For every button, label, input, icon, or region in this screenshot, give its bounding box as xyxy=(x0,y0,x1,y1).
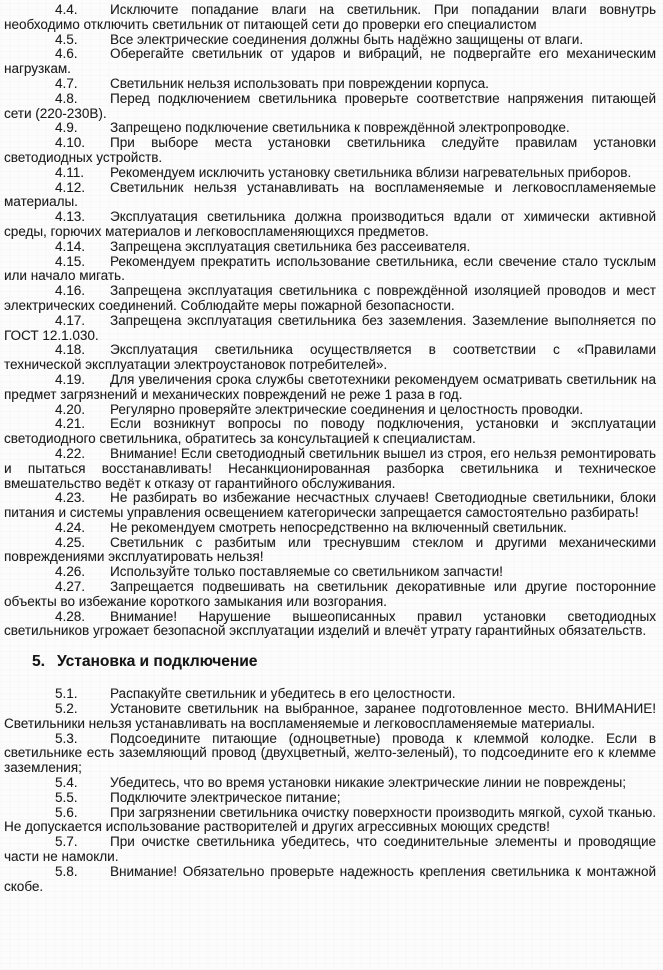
paragraph-item xyxy=(4,610,656,640)
paragraph-text: Светильник нельзя использовать при повреждении корпуса. xyxy=(110,75,489,91)
paragraph-item xyxy=(4,210,656,240)
section-5-installation-items xyxy=(4,687,656,894)
paragraph-text: Распакуйте светильник и убедитесь в его целостности. xyxy=(110,686,456,702)
paragraph-text: Внимание! Если светодиодный светильник вышел из строя, его нельзя ремонтировать и пытаться восстанавливать! Несанкционированная разборка светильника и техническое вмешательство ведёт к отказу от гарантийного обслуживания. xyxy=(4,445,656,491)
paragraph-text: Исключите попадание влаги на светильник. При попадании влаги вовнутрь необходимо отключить светильник от питающей сети до проверки его специалистом xyxy=(4,2,656,32)
paragraph-text: Перед подключением светильника проверьте соответствие напряжения питающей сети (220-230В). xyxy=(4,90,656,121)
paragraph-item xyxy=(4,702,656,732)
paragraph-text: Подсоедините питающие (одноцветные) провода к клеммой колодке. Если в светильнике есть заземляющий провод (двухцветный, желто-зеленый), то подсоедините его к клемме заземления; xyxy=(4,730,656,776)
paragraph-text: Светильник нельзя устанавливать на воспламеняемые и легковоспламеняемые материалы. xyxy=(4,179,656,210)
paragraph-number: 5.2. xyxy=(55,701,78,717)
paragraph-text: Запрещается подвешивать на светильник декоративные или другие посторонние объекты во избежание короткого замыкания или возгорания. xyxy=(4,579,656,609)
paragraph-number: 5.6. xyxy=(55,804,78,820)
paragraph-item xyxy=(4,835,656,865)
paragraph-text: При загрязнении светильника очистку поверхности производить мягкой, сухой тканью. Не допускается использование растворителей и других агрессивных моющих средств! xyxy=(4,804,656,835)
paragraph-item xyxy=(4,732,656,776)
paragraph-number: 4.25. xyxy=(55,534,86,550)
paragraph-number: 4.15. xyxy=(55,253,86,269)
paragraph-text: Светильник с разбитым или треснувшим стеклом и другими механическими повреждениями эксплуатировать нельзя! xyxy=(4,534,656,565)
paragraph-item xyxy=(4,776,656,791)
paragraph-text: Используйте только поставляемые со светильником запчасти! xyxy=(110,564,503,580)
paragraph-item xyxy=(4,181,656,211)
section-5-heading-number: 5. xyxy=(32,653,45,671)
paragraph-number: 4.4. xyxy=(55,2,78,17)
paragraph-number: 4.5. xyxy=(55,31,78,47)
paragraph-text: Оберегайте светильник от ударов и вибраций, не подвергайте его механическим нагрузкам. xyxy=(4,46,656,77)
paragraph-text: Для увеличения срока службы светотехники рекомендуем осматривать светильник на предмет загрязнений и механических повреждений не реже 1 раза в год. xyxy=(4,371,656,402)
paragraph-text: Если возникнут вопросы по поводу подключения, установки и эксплуатации светодиодного светильника, обратитесь за консультацией к специалистам. xyxy=(4,416,656,447)
paragraph-item xyxy=(4,373,656,403)
paragraph-number: 4.6. xyxy=(55,46,78,62)
paragraph-item xyxy=(4,284,656,314)
paragraph-number: 5.5. xyxy=(55,789,78,805)
paragraph-text: Не разбирать во избежание несчастных случаев! Светодиодные светильники, блоки питания и системы управления освещением категорически запрещается самостоятельно разбирать! xyxy=(4,490,656,521)
paragraph-text: Эксплуатация светильника должна производиться вдали от химически активной среды, горючих материалов и легковоспламеняющихся предметов. xyxy=(4,209,656,239)
paragraph-item xyxy=(4,3,656,33)
paragraph-item xyxy=(4,687,656,702)
paragraph-item xyxy=(4,403,656,418)
paragraph-number: 4.14. xyxy=(55,238,86,254)
paragraph-number: 5.1. xyxy=(55,686,78,702)
paragraph-number: 4.21. xyxy=(55,416,86,432)
paragraph-item xyxy=(4,491,656,521)
paragraph-number: 4.23. xyxy=(55,490,86,506)
paragraph-number: 5.8. xyxy=(55,863,78,879)
paragraph-item xyxy=(4,343,656,373)
paragraph-number: 5.3. xyxy=(55,730,78,746)
paragraph-text: Рекомендуем прекратить использование светильника, если свечение стало тусклым или начало мигать. xyxy=(4,253,656,284)
paragraph-number: 4.28. xyxy=(55,608,86,624)
paragraph-text: Не рекомендуем смотреть непосредственно на включенный светильник. xyxy=(110,519,567,535)
paragraph-number: 4.17. xyxy=(55,312,86,328)
paragraph-number: 4.11. xyxy=(55,164,85,180)
paragraph-item xyxy=(4,166,656,181)
paragraph-item xyxy=(4,121,656,136)
paragraph-text: При выборе места установки светильника следуйте правилам установки светодиодных устройств. xyxy=(4,135,656,165)
paragraph-text: Убедитесь, что во время установки никакие электрические линии не повреждены; xyxy=(110,775,626,791)
paragraph-item xyxy=(4,136,656,166)
paragraph-item xyxy=(4,447,656,491)
paragraph-number: 4.16. xyxy=(55,283,86,299)
paragraph-number: 4.26. xyxy=(55,564,86,580)
section-4-safety-rules xyxy=(4,3,656,639)
paragraph-item xyxy=(4,865,656,895)
paragraph-number: 4.10. xyxy=(55,135,86,151)
paragraph-number: 4.19. xyxy=(55,371,86,387)
paragraph-item xyxy=(4,417,656,447)
section-5-heading-title: Установка и подключение xyxy=(57,653,258,671)
paragraph-number: 4.22. xyxy=(55,445,86,461)
paragraph-text: Запрещено подключение светильника к повреждённой электропроводке. xyxy=(110,120,570,136)
paragraph-text: При очистке светильника убедитесь, что соединительные элементы и проводящие части не намокли. xyxy=(4,834,656,865)
paragraph-text: Все электрические соединения должны быть надёжно защищены от влаги. xyxy=(110,31,584,47)
paragraph-text: Подключите электрическое питание; xyxy=(110,789,341,805)
paragraph-number: 5.7. xyxy=(55,834,78,850)
paragraph-number: 4.18. xyxy=(55,342,86,358)
paragraph-item xyxy=(4,536,656,566)
paragraph-text: Запрещена эксплуатация светильника без заземления. Заземление выполняется по ГОСТ 12.1.030. xyxy=(4,312,656,343)
paragraph-item xyxy=(4,92,656,122)
paragraph-text: Установите светильник на выбранное, заранее подготовленное место. ВНИМАНИЕ! Светильники нельзя устанавливать на воспламеняемые и легковоспламеняемые материалы. xyxy=(4,701,656,731)
paragraph-text: Эксплуатация светильника осуществляется в соответствии с «Правилами технической эксплуатации электроустановок потребителей». xyxy=(4,342,656,373)
paragraph-item xyxy=(4,314,656,344)
paragraph-text: Внимание! Нарушение вышеописанных правил установки светодиодных светильников угрожает безопасной эксплуатации изделий и влечёт утрату гарантийных обязательств. xyxy=(4,608,656,639)
paragraph-item xyxy=(4,565,656,580)
paragraph-number: 4.8. xyxy=(55,90,78,106)
paragraph-number: 4.13. xyxy=(55,209,86,225)
paragraph-item xyxy=(4,791,656,806)
paragraph-number: 4.12. xyxy=(55,179,86,195)
paragraph-item xyxy=(4,806,656,836)
paragraph-item xyxy=(4,521,656,536)
paragraph-item xyxy=(4,580,656,610)
paragraph-text: Регулярно проверяйте электрические соединения и целостность проводки. xyxy=(110,401,584,417)
paragraph-item xyxy=(4,240,656,255)
paragraph-item xyxy=(4,47,656,77)
paragraph-item xyxy=(4,33,656,48)
paragraph-number: 4.7. xyxy=(55,75,78,91)
paragraph-item xyxy=(4,255,656,285)
paragraph-number: 5.4. xyxy=(55,775,78,791)
section-5-heading xyxy=(4,652,656,671)
paragraph-text: Рекомендуем исключить установку светильника вблизи нагревательных приборов. xyxy=(110,164,632,180)
paragraph-number: 4.9. xyxy=(55,120,78,136)
paragraph-text: Внимание! Обязательно проверьте надежность крепления светильника к монтажной скобе. xyxy=(4,863,656,894)
paragraph-text: Запрещена эксплуатация светильника с повреждённой изоляцией проводов и мест электрических соединений. Соблюдайте меры пожарной безопасности. xyxy=(4,283,656,313)
paragraph-number: 4.27. xyxy=(55,579,86,595)
paragraph-item xyxy=(4,77,656,92)
paragraph-number: 4.24. xyxy=(55,519,86,535)
paragraph-text: Запрещена эксплуатация светильника без рассеивателя. xyxy=(110,238,471,254)
paragraph-number: 4.20. xyxy=(55,401,86,417)
